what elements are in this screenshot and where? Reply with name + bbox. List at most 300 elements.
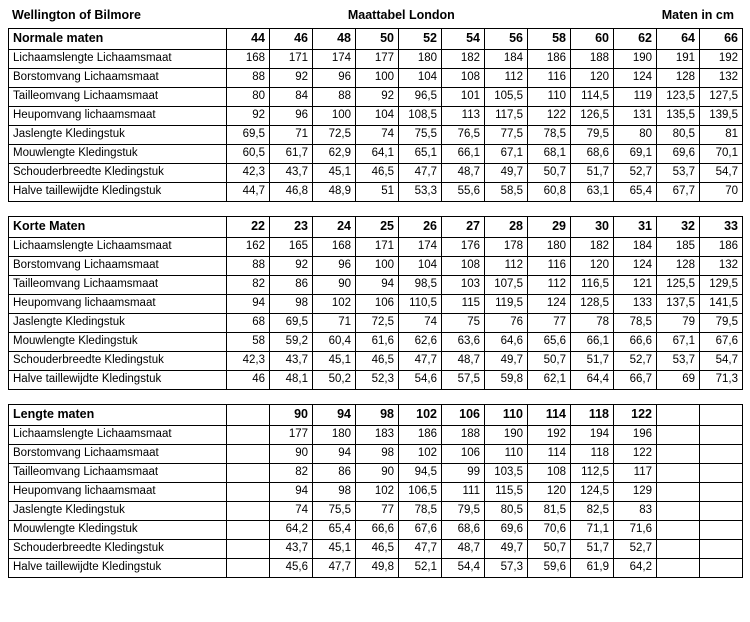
measurement-value: 80,5 (657, 126, 700, 145)
measurement-value: 69,1 (614, 145, 657, 164)
measurement-value: 51 (356, 183, 399, 202)
measurement-value: 182 (571, 238, 614, 257)
measurement-value: 177 (356, 50, 399, 69)
measurement-value: 177 (270, 426, 313, 445)
measurement-value (657, 426, 700, 445)
size-column-header: 122 (614, 405, 657, 426)
measurement-value: 176 (442, 238, 485, 257)
measurement-value: 49,7 (485, 540, 528, 559)
measurement-value: 183 (356, 426, 399, 445)
measurement-value: 188 (571, 50, 614, 69)
measurement-value: 104 (399, 69, 442, 88)
measurement-value: 65,1 (399, 145, 442, 164)
measurement-value (227, 559, 270, 578)
measurement-value: 52,7 (614, 164, 657, 183)
table-row (9, 88, 743, 107)
measurement-value: 52,1 (399, 559, 442, 578)
measurement-value (227, 502, 270, 521)
table-title: Korte Maten (9, 217, 227, 238)
measurement-value: 96 (313, 69, 356, 88)
measurement-value: 57,5 (442, 371, 485, 390)
table-row (9, 107, 743, 126)
measurement-value (657, 559, 700, 578)
measurement-value (700, 559, 743, 578)
size-column-header: 118 (571, 405, 614, 426)
size-column-header: 94 (313, 405, 356, 426)
size-column-header: 114 (528, 405, 571, 426)
measurement-value: 48,7 (442, 164, 485, 183)
measurement-value: 194 (571, 426, 614, 445)
measurement-value: 99 (442, 464, 485, 483)
measurement-value (700, 483, 743, 502)
measurement-value (700, 426, 743, 445)
measurement-value: 186 (700, 238, 743, 257)
measurement-value: 78,5 (614, 314, 657, 333)
table-row (9, 464, 743, 483)
measurement-value: 106 (442, 445, 485, 464)
measurement-value (657, 483, 700, 502)
measurement-value: 88 (227, 257, 270, 276)
size-table (8, 216, 743, 390)
measurement-value: 107,5 (485, 276, 528, 295)
table-row (9, 371, 743, 390)
measurement-value (657, 464, 700, 483)
measurement-value: 106,5 (399, 483, 442, 502)
measurement-value (657, 540, 700, 559)
measurement-value: 102 (356, 483, 399, 502)
size-column-header: 24 (313, 217, 356, 238)
table-row (9, 145, 743, 164)
measurement-value: 68,6 (442, 521, 485, 540)
tables-container (8, 28, 742, 578)
measurement-value: 53,7 (657, 164, 700, 183)
measurement-value: 114,5 (571, 88, 614, 107)
measurement-value: 129 (614, 483, 657, 502)
measurement-value: 82 (227, 276, 270, 295)
measurement-label: Schouderbreedte Kledingstuk (9, 540, 227, 559)
measurement-value: 103 (442, 276, 485, 295)
measurement-value: 66,7 (614, 371, 657, 390)
measurement-value: 74 (399, 314, 442, 333)
measurement-label: Tailleomvang Lichaamsmaat (9, 464, 227, 483)
measurement-value: 117,5 (485, 107, 528, 126)
size-column-header: 106 (442, 405, 485, 426)
measurement-value (657, 445, 700, 464)
measurement-value: 65,4 (313, 521, 356, 540)
measurement-label: Jaslengte Kledingstuk (9, 126, 227, 145)
units-label: Maten in cm (661, 8, 734, 22)
measurement-value: 60,5 (227, 145, 270, 164)
measurement-value: 122 (528, 107, 571, 126)
size-column-header: 58 (528, 29, 571, 50)
measurement-value: 43,7 (270, 540, 313, 559)
brand-name: Wellington of Bilmore (12, 8, 141, 22)
measurement-value: 46 (227, 371, 270, 390)
measurement-value: 115,5 (485, 483, 528, 502)
measurement-value: 124 (528, 295, 571, 314)
measurement-value: 47,7 (313, 559, 356, 578)
measurement-value: 90 (270, 445, 313, 464)
measurement-value: 46,5 (356, 540, 399, 559)
measurement-value: 128,5 (571, 295, 614, 314)
size-column-header: 29 (528, 217, 571, 238)
table-row (9, 426, 743, 445)
measurement-value: 100 (356, 69, 399, 88)
measurement-value (227, 483, 270, 502)
measurement-value: 60,8 (528, 183, 571, 202)
measurement-value: 76,5 (442, 126, 485, 145)
measurement-label: Jaslengte Kledingstuk (9, 502, 227, 521)
measurement-label: Heupomvang lichaamsmaat (9, 483, 227, 502)
measurement-value: 72,5 (313, 126, 356, 145)
measurement-label: Lichaamslengte Lichaamsmaat (9, 426, 227, 445)
measurement-value: 126,5 (571, 107, 614, 126)
measurement-value: 78,5 (528, 126, 571, 145)
measurement-value: 171 (356, 238, 399, 257)
measurement-value: 55,6 (442, 183, 485, 202)
measurement-value: 52,7 (614, 352, 657, 371)
measurement-value: 47,7 (399, 540, 442, 559)
size-column-header: 64 (657, 29, 700, 50)
measurement-label: Halve taillewijdte Kledingstuk (9, 371, 227, 390)
measurement-value: 78,5 (399, 502, 442, 521)
measurement-value: 68 (227, 314, 270, 333)
size-column-header: 50 (356, 29, 399, 50)
measurement-value: 67,7 (657, 183, 700, 202)
measurement-value: 92 (356, 88, 399, 107)
measurement-label: Tailleomvang Lichaamsmaat (9, 276, 227, 295)
measurement-value: 82 (270, 464, 313, 483)
size-column-header: 31 (614, 217, 657, 238)
measurement-value: 132 (700, 257, 743, 276)
size-table (8, 28, 743, 202)
table-row (9, 333, 743, 352)
measurement-value: 94,5 (399, 464, 442, 483)
size-column-header: 56 (485, 29, 528, 50)
measurement-value: 88 (227, 69, 270, 88)
measurement-value: 102 (313, 295, 356, 314)
measurement-value: 54,7 (700, 352, 743, 371)
measurement-label: Tailleomvang Lichaamsmaat (9, 88, 227, 107)
measurement-value: 79 (657, 314, 700, 333)
measurement-value: 184 (614, 238, 657, 257)
table-row (9, 164, 743, 183)
measurement-value: 100 (356, 257, 399, 276)
measurement-value: 78 (571, 314, 614, 333)
size-column-header (700, 405, 743, 426)
measurement-value: 141,5 (700, 295, 743, 314)
table-row (9, 559, 743, 578)
measurement-value: 94 (356, 276, 399, 295)
measurement-value: 60,4 (313, 333, 356, 352)
measurement-value: 48,9 (313, 183, 356, 202)
size-column-header: 44 (227, 29, 270, 50)
table-row (9, 295, 743, 314)
measurement-value: 117 (614, 464, 657, 483)
measurement-value: 81,5 (528, 502, 571, 521)
measurement-value: 137,5 (657, 295, 700, 314)
measurement-label: Jaslengte Kledingstuk (9, 314, 227, 333)
measurement-value: 67,6 (700, 333, 743, 352)
measurement-value: 67,6 (399, 521, 442, 540)
measurement-value: 45,1 (313, 164, 356, 183)
measurement-value: 98,5 (399, 276, 442, 295)
measurement-value: 110,5 (399, 295, 442, 314)
measurement-value: 63,1 (571, 183, 614, 202)
measurement-value: 120 (571, 257, 614, 276)
measurement-value: 116,5 (571, 276, 614, 295)
measurement-value: 96,5 (399, 88, 442, 107)
measurement-value: 180 (313, 426, 356, 445)
size-column-header: 60 (571, 29, 614, 50)
size-column-header: 27 (442, 217, 485, 238)
measurement-value: 68,6 (571, 145, 614, 164)
measurement-value: 127,5 (700, 88, 743, 107)
measurement-value: 108 (528, 464, 571, 483)
measurement-value: 71,1 (571, 521, 614, 540)
measurement-value: 77 (356, 502, 399, 521)
measurement-value (700, 502, 743, 521)
measurement-value: 75,5 (313, 502, 356, 521)
measurement-value: 74 (270, 502, 313, 521)
measurement-value: 92 (270, 69, 313, 88)
measurement-value: 68,1 (528, 145, 571, 164)
measurement-value: 50,7 (528, 352, 571, 371)
measurement-value: 139,5 (700, 107, 743, 126)
measurement-value: 62,9 (313, 145, 356, 164)
measurement-value: 79,5 (700, 314, 743, 333)
measurement-value: 61,6 (356, 333, 399, 352)
measurement-value: 165 (270, 238, 313, 257)
measurement-value: 190 (485, 426, 528, 445)
measurement-value: 80,5 (485, 502, 528, 521)
measurement-label: Mouwlengte Kledingstuk (9, 333, 227, 352)
measurement-value: 64,2 (270, 521, 313, 540)
measurement-value: 123,5 (657, 88, 700, 107)
measurement-value: 82,5 (571, 502, 614, 521)
measurement-value: 121 (614, 276, 657, 295)
measurement-value: 90 (356, 464, 399, 483)
measurement-value: 125,5 (657, 276, 700, 295)
size-column-header: 22 (227, 217, 270, 238)
measurement-value: 79,5 (571, 126, 614, 145)
measurement-value: 108,5 (399, 107, 442, 126)
measurement-value: 119,5 (485, 295, 528, 314)
table-row (9, 540, 743, 559)
measurement-value: 49,8 (356, 559, 399, 578)
table-title: Normale maten (9, 29, 227, 50)
measurement-value: 98 (356, 445, 399, 464)
measurement-value: 42,3 (227, 164, 270, 183)
measurement-value: 190 (614, 50, 657, 69)
measurement-value: 48,7 (442, 352, 485, 371)
measurement-value: 72,5 (356, 314, 399, 333)
measurement-value: 104 (399, 257, 442, 276)
measurement-value: 44,7 (227, 183, 270, 202)
measurement-value: 71,6 (614, 521, 657, 540)
measurement-value: 77,5 (485, 126, 528, 145)
measurement-value: 196 (614, 426, 657, 445)
size-column-header: 66 (700, 29, 743, 50)
measurement-value: 66,6 (614, 333, 657, 352)
measurement-value: 64,4 (571, 371, 614, 390)
measurement-value: 43,7 (270, 352, 313, 371)
measurement-value: 124 (614, 69, 657, 88)
size-column-header: 54 (442, 29, 485, 50)
measurement-value: 64,2 (614, 559, 657, 578)
table-row (9, 69, 743, 88)
measurement-value: 65,4 (614, 183, 657, 202)
size-column-header: 32 (657, 217, 700, 238)
size-column-header: 52 (399, 29, 442, 50)
measurement-value: 49,7 (485, 352, 528, 371)
measurement-value: 131 (614, 107, 657, 126)
measurement-value: 67,1 (485, 145, 528, 164)
measurement-value: 112 (528, 276, 571, 295)
measurement-value: 94 (270, 483, 313, 502)
measurement-value: 63,6 (442, 333, 485, 352)
table-row (9, 238, 743, 257)
measurement-value: 92 (270, 257, 313, 276)
measurement-value: 111 (442, 483, 485, 502)
measurement-value: 83 (614, 502, 657, 521)
measurement-value (700, 540, 743, 559)
measurement-label: Lichaamslengte Lichaamsmaat (9, 50, 227, 69)
measurement-value: 50,7 (528, 164, 571, 183)
measurement-value: 51,7 (571, 164, 614, 183)
measurement-value: 108 (442, 257, 485, 276)
measurement-value: 48,7 (442, 540, 485, 559)
table-title: Lengte maten (9, 405, 227, 426)
table-row (9, 126, 743, 145)
measurement-value: 58,5 (485, 183, 528, 202)
measurement-value: 45,1 (313, 540, 356, 559)
measurement-value: 182 (442, 50, 485, 69)
measurement-value: 100 (313, 107, 356, 126)
measurement-value: 54,7 (700, 164, 743, 183)
measurement-value: 113 (442, 107, 485, 126)
measurement-value: 162 (227, 238, 270, 257)
measurement-value: 70,6 (528, 521, 571, 540)
measurement-value: 69,6 (657, 145, 700, 164)
measurement-value: 76 (485, 314, 528, 333)
measurement-value: 112 (485, 69, 528, 88)
table-row (9, 521, 743, 540)
measurement-value: 192 (528, 426, 571, 445)
measurement-value: 178 (485, 238, 528, 257)
measurement-value: 102 (399, 445, 442, 464)
measurement-value: 71,3 (700, 371, 743, 390)
measurement-value (227, 540, 270, 559)
measurement-value: 101 (442, 88, 485, 107)
size-table (8, 404, 743, 578)
table-row (9, 276, 743, 295)
size-column-header: 102 (399, 405, 442, 426)
measurement-value: 191 (657, 50, 700, 69)
measurement-value: 69,5 (270, 314, 313, 333)
measurement-value: 53,7 (657, 352, 700, 371)
measurement-value: 133 (614, 295, 657, 314)
measurement-value: 94 (313, 445, 356, 464)
table-header-row (9, 405, 743, 426)
measurement-value: 186 (399, 426, 442, 445)
measurement-value: 96 (270, 107, 313, 126)
measurement-value: 51,7 (571, 540, 614, 559)
size-column-header (657, 405, 700, 426)
measurement-value (657, 502, 700, 521)
measurement-value: 86 (313, 464, 356, 483)
measurement-value: 47,7 (399, 164, 442, 183)
size-column-header: 33 (700, 217, 743, 238)
table-row (9, 352, 743, 371)
measurement-value: 110 (528, 88, 571, 107)
measurement-value: 65,6 (528, 333, 571, 352)
measurement-value: 180 (399, 50, 442, 69)
measurement-value: 180 (528, 238, 571, 257)
measurement-value: 122 (614, 445, 657, 464)
measurement-value: 92 (227, 107, 270, 126)
measurement-value: 124,5 (571, 483, 614, 502)
measurement-label: Borstomvang Lichaamsmaat (9, 445, 227, 464)
measurement-value: 58 (227, 333, 270, 352)
measurement-value: 135,5 (657, 107, 700, 126)
measurement-label: Borstomvang Lichaamsmaat (9, 69, 227, 88)
measurement-value: 62,6 (399, 333, 442, 352)
measurement-value: 174 (313, 50, 356, 69)
measurement-value (657, 521, 700, 540)
measurement-value: 105,5 (485, 88, 528, 107)
measurement-value (227, 521, 270, 540)
size-column-header: 48 (313, 29, 356, 50)
measurement-value: 45,6 (270, 559, 313, 578)
measurement-value (227, 464, 270, 483)
measurement-value: 168 (313, 238, 356, 257)
measurement-value: 64,6 (485, 333, 528, 352)
size-column-header: 98 (356, 405, 399, 426)
measurement-value: 62,1 (528, 371, 571, 390)
measurement-label: Heupomvang lichaamsmaat (9, 107, 227, 126)
table-row (9, 445, 743, 464)
measurement-value: 46,5 (356, 352, 399, 371)
measurement-value: 114 (528, 445, 571, 464)
size-column-header: 23 (270, 217, 313, 238)
table-row (9, 483, 743, 502)
measurement-value: 75,5 (399, 126, 442, 145)
measurement-value: 59,8 (485, 371, 528, 390)
measurement-value: 77 (528, 314, 571, 333)
measurement-value: 80 (227, 88, 270, 107)
measurement-value: 48,1 (270, 371, 313, 390)
measurement-value: 61,7 (270, 145, 313, 164)
measurement-value: 75 (442, 314, 485, 333)
size-column-header (227, 405, 270, 426)
table-row (9, 257, 743, 276)
measurement-value: 45,1 (313, 352, 356, 371)
measurement-value: 70 (700, 183, 743, 202)
measurement-value: 106 (356, 295, 399, 314)
measurement-value: 112,5 (571, 464, 614, 483)
measurement-value: 50,2 (313, 371, 356, 390)
measurement-value: 96 (313, 257, 356, 276)
measurement-value: 94 (227, 295, 270, 314)
size-column-header: 62 (614, 29, 657, 50)
measurement-value: 115 (442, 295, 485, 314)
measurement-value: 104 (356, 107, 399, 126)
measurement-value: 79,5 (442, 502, 485, 521)
measurement-value: 42,3 (227, 352, 270, 371)
measurement-value: 129,5 (700, 276, 743, 295)
measurement-value: 86 (270, 276, 313, 295)
